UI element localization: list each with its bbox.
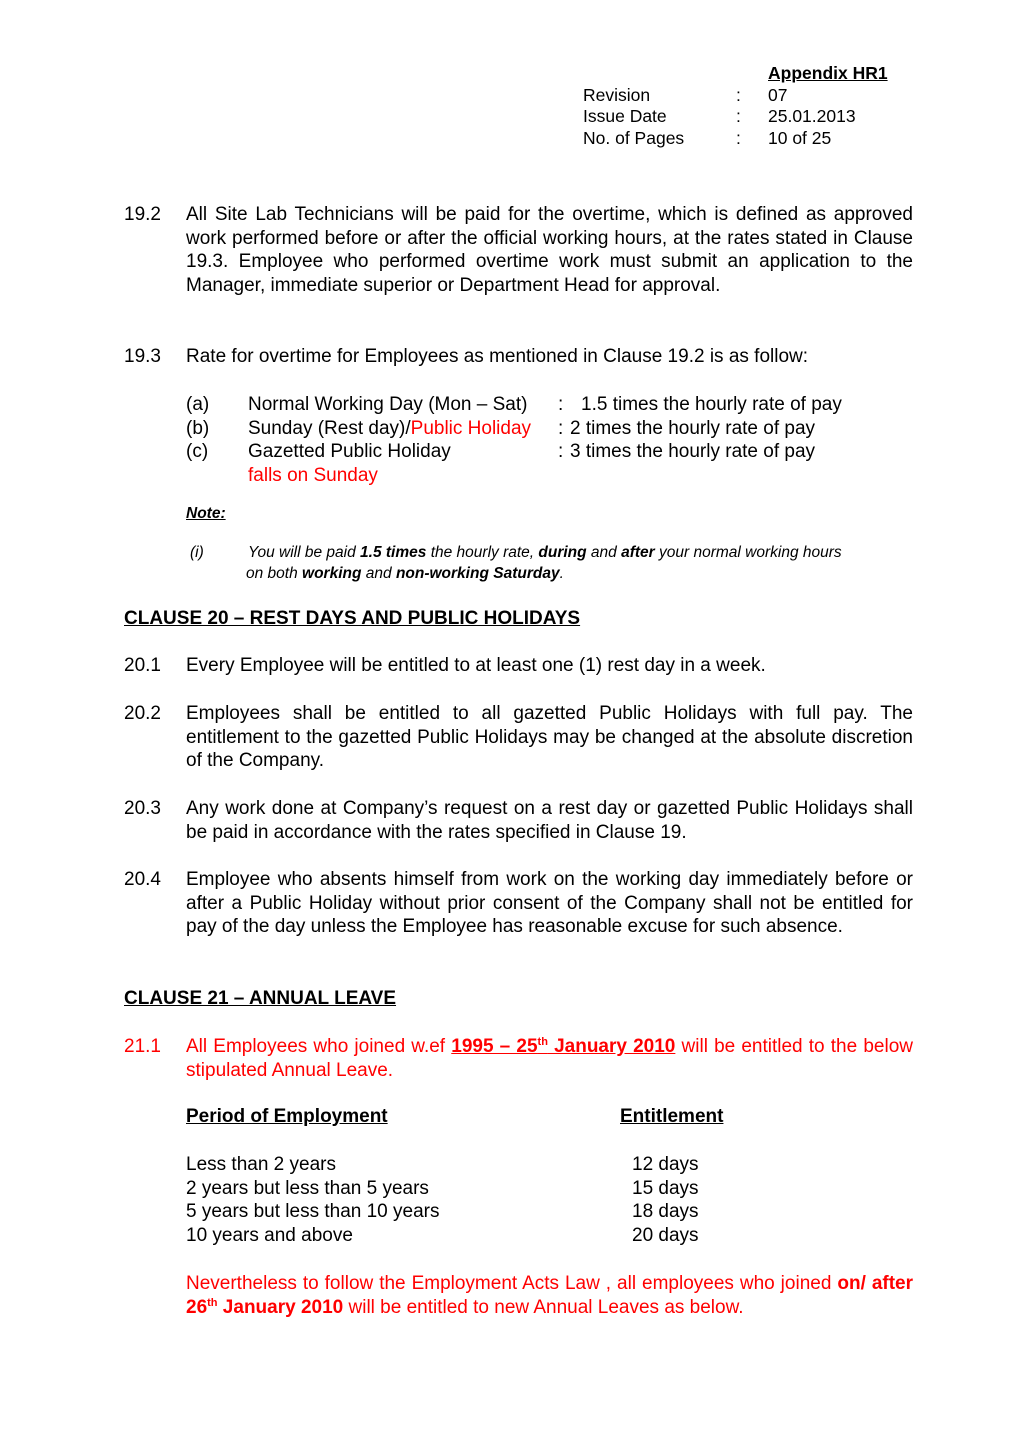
- clause-20-4-text: Employee who absents himself from work on the working day immediately before or after a Public Holiday without prior consent of the Company shall not be entitled for pay of the day unless the Employee has reasonable excuse for such absence.: [186, 869, 913, 938]
- table-header-entitlement: Entitlement: [620, 1106, 724, 1127]
- rate-a-day: Normal Working Day (Mon – Sat): [248, 394, 528, 415]
- issue-date-sep: :: [736, 106, 741, 126]
- note-line-1: [248, 542, 842, 563]
- table-row-days: 15 days: [632, 1178, 699, 1199]
- issue-date-label: Issue Date: [583, 106, 667, 126]
- table-row-period: 2 years but less than 5 years: [186, 1178, 429, 1199]
- clause-21-1-date-range: [451, 1036, 675, 1057]
- pages-label: No. of Pages: [583, 128, 685, 148]
- pages-sep: :: [736, 128, 741, 148]
- ordinal-suffix: th: [207, 1296, 218, 1309]
- note-text: your normal working hours: [654, 544, 842, 561]
- revision-value: 07: [768, 85, 788, 105]
- table-row-period: 5 years but less than 10 years: [186, 1201, 440, 1222]
- clause-20-heading: CLAUSE 20 – REST DAYS AND PUBLIC HOLIDAYS: [124, 608, 581, 629]
- note-bold: after: [621, 544, 655, 561]
- date-end: January 2010: [217, 1296, 344, 1318]
- rate-b-day: [248, 417, 531, 441]
- table-row-period: Less than 2 years: [186, 1154, 336, 1175]
- note-text: the hourly rate,: [426, 544, 539, 561]
- clause-20-4-number: 20.4: [124, 869, 161, 890]
- clause-20-2-number: 20.2: [124, 703, 161, 724]
- clause-20-3-text: Any work done at Company’s request on a rest day or gazetted Public Holidays shall be paid in accordance with the rates specified in Clause 19.: [186, 798, 913, 843]
- note-text: and: [586, 544, 622, 561]
- clause-19-3-text: Rate for overtime for Employees as mentioned in Clause 19.2 is as follow:: [186, 346, 809, 367]
- note-line-2: [246, 563, 564, 584]
- note-label: Note:: [186, 505, 226, 522]
- rate-c-day-extra: falls on Sunday: [248, 465, 378, 486]
- clause-20-1-text: Every Employee will be entitled to at least one (1) rest day in a week.: [186, 655, 766, 676]
- rate-b-day-public: Public Holiday: [410, 418, 532, 439]
- note-bold: 1.5 times: [360, 544, 427, 561]
- rate-c-sep: :: [558, 441, 564, 462]
- clause-20-1-number: 20.1: [124, 655, 161, 676]
- clause-21-1-text-part: All Employees who joined w.ef: [186, 1036, 452, 1057]
- rate-a-value: 1.5 times the hourly rate of pay: [581, 394, 842, 415]
- clause-19-3-number: 19.3: [124, 346, 161, 367]
- revision-sep: :: [736, 85, 741, 105]
- clause-21-1-text-part: will be entitled to the below stipulated Annual Leave.: [186, 1036, 913, 1081]
- table-row-days: 18 days: [632, 1201, 699, 1222]
- rate-b-day-rest: Sunday (Rest day)/: [248, 418, 411, 439]
- note-number: (i): [190, 544, 204, 561]
- rate-b-sep: :: [558, 418, 564, 439]
- appendix-title: Appendix HR1: [768, 63, 888, 83]
- rate-b-value: 2 times the hourly rate of pay: [570, 418, 816, 439]
- rate-a-letter: (a): [186, 394, 210, 415]
- date-end: January 2010: [547, 1036, 676, 1057]
- note-text: on both: [246, 565, 303, 582]
- note-text: .: [559, 565, 564, 582]
- clause-19-2-number: 19.2: [124, 204, 161, 225]
- note-text: You will be paid: [248, 544, 361, 561]
- clause-21-nevertheless-text: [186, 1272, 913, 1319]
- pages-value: 10 of 25: [768, 128, 832, 148]
- clause-20-2-text: Employees shall be entitled to all gazetted Public Holidays with full pay. The entitlement to the gazetted Public Holidays may be changed at the absolute discretion of the Company.: [186, 703, 913, 772]
- revision-label: Revision: [583, 85, 651, 105]
- nevertheless-text-part: Nevertheless to follow the Employment Acts Law , all employees who joined: [186, 1273, 838, 1294]
- table-header-period: Period of Employment: [186, 1106, 388, 1127]
- date-start: 1995 – 25: [451, 1036, 538, 1057]
- clause-19-2-text: All Site Lab Technicians will be paid for the overtime, which is defined as approved work performed before or after the official working hours, at the rates stated in Clause 19.3. Employee who performed overtime work must submit an application to the Manager, immediate superior or Department Head for approval.: [186, 204, 913, 296]
- clause-21-heading: CLAUSE 21 – ANNUAL LEAVE: [124, 988, 397, 1009]
- rate-a-sep: :: [558, 394, 564, 415]
- rate-b-letter: (b): [186, 418, 210, 439]
- ordinal-suffix: th: [537, 1036, 548, 1048]
- rate-c-day: Gazetted Public Holiday: [248, 441, 451, 462]
- note-bold: working: [302, 565, 362, 582]
- table-row-days: 12 days: [632, 1154, 699, 1175]
- note-bold: during: [538, 544, 587, 561]
- rate-c-value: 3 times the hourly rate of pay: [570, 441, 816, 462]
- table-row-days: 20 days: [632, 1225, 699, 1246]
- rate-c-letter: (c): [186, 441, 209, 462]
- clause-21-1-number: 21.1: [124, 1036, 161, 1057]
- note-bold: non-working Saturday: [395, 565, 560, 582]
- date-start: on/ after 26: [186, 1273, 913, 1318]
- clause-20-3-number: 20.3: [124, 798, 161, 819]
- table-row-period: 10 years and above: [186, 1225, 353, 1246]
- issue-date-value: 25.01.2013: [768, 106, 856, 126]
- nevertheless-text-part: will be entitled to new Annual Leaves as below.: [343, 1296, 744, 1318]
- note-text: and: [361, 565, 396, 582]
- clause-21-1-text: [186, 1035, 913, 1082]
